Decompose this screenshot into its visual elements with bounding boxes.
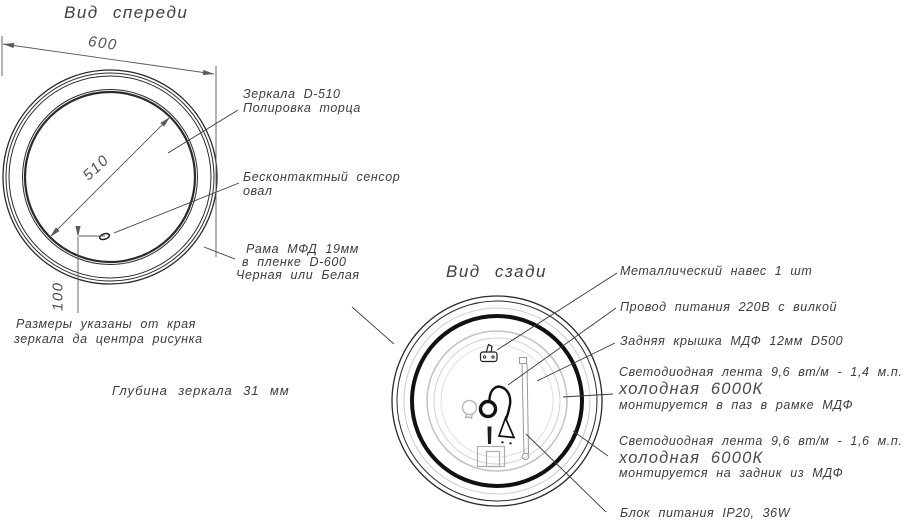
label-frame-line1: Рама МФД 19мм (246, 242, 359, 256)
bulb-icon (463, 401, 477, 420)
label-sensor-line1: Бесконтактный сенсор (243, 170, 401, 184)
power-cord (481, 387, 515, 444)
label-frame-line3: Черная или Белая (236, 268, 360, 282)
wire-rod (520, 358, 529, 460)
front-leader-lines (114, 110, 394, 344)
label-frame-line2: в пленке D-600 (242, 255, 347, 269)
label-sensor-line2: овал (243, 184, 273, 198)
front-view-title: Вид спереди (64, 3, 189, 22)
label-led-frame-line1: Светодиодная лента 9,6 вт/м - 1,4 м.п. (619, 365, 903, 379)
label-led-back-line2: холодная 6000К (619, 449, 764, 467)
back-view-title: Вид сзади (446, 262, 547, 281)
label-led-back-line1: Светодиодная лента 9,6 вт/м - 1,6 м.п. (619, 434, 903, 448)
label-note-line2: зеркала да центра рисунка (14, 332, 203, 346)
back-view-body (392, 296, 602, 506)
label-hanger: Металлический навес 1 шт (620, 264, 813, 278)
led-ring (412, 316, 582, 486)
toggle-stick (488, 427, 492, 445)
label-led-back-line3: монтируется на задник из МДФ (619, 466, 844, 480)
label-note-line1: Размеры указаны от края (16, 317, 196, 331)
label-mirror-line2: Полировка торца (243, 101, 361, 115)
label-mirror-line1: Зеркала D-510 (243, 87, 341, 101)
label-back-cover: Задняя крышка МДФ 12мм D500 (620, 334, 844, 348)
plug-icon (499, 418, 514, 438)
sensor-oval-mark (99, 232, 110, 240)
label-power-cord: Провод питания 220В с вилкой (620, 300, 838, 314)
label-led-frame-line3: монтируется в паз в рамке МДФ (619, 398, 854, 412)
dim-label-600: 600 (87, 33, 119, 54)
label-power-supply: Блок питания IP20, 36W (620, 506, 791, 520)
dim-label-100: 100 (49, 281, 67, 312)
label-depth: Глубина зеркала 31 мм (112, 383, 290, 398)
dimension-510 (48, 115, 172, 239)
back-leader-lines (497, 273, 617, 512)
label-led-frame-line2: холодная 6000К (619, 380, 764, 398)
dim-label-510: 510 (79, 151, 113, 184)
